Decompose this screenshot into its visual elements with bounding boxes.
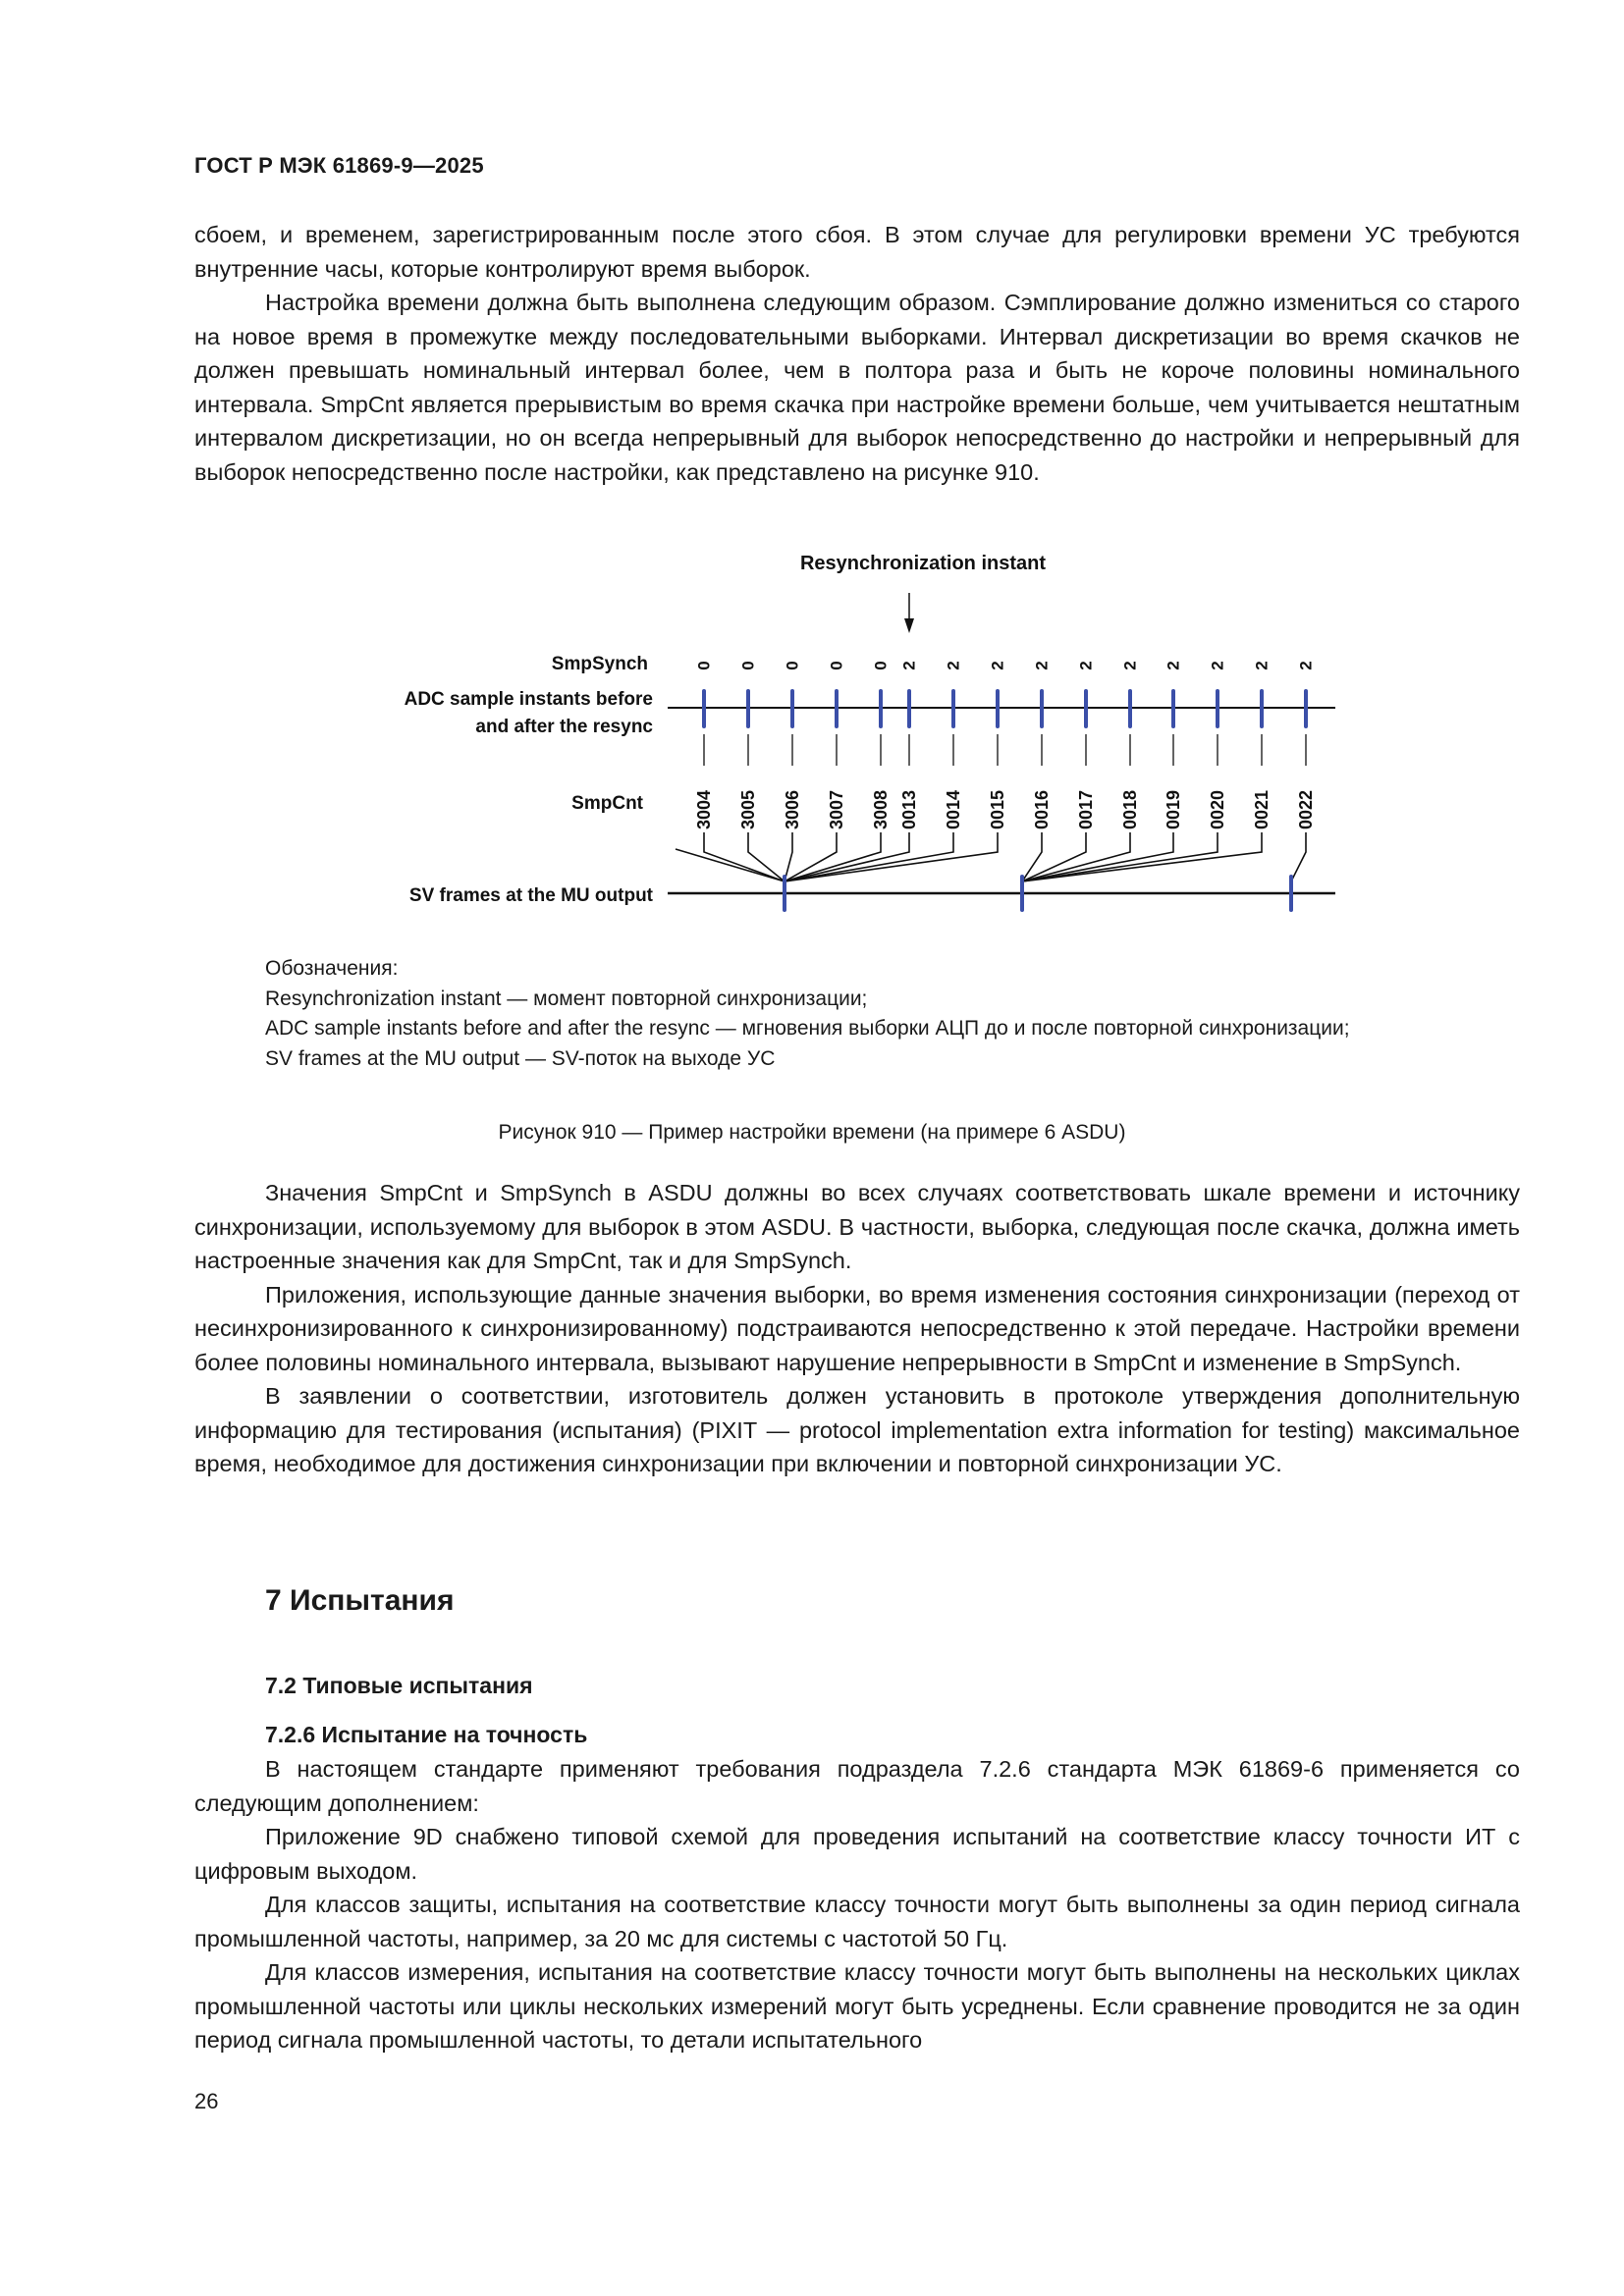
- smpsynch-value: 0: [783, 661, 802, 670]
- adc-label-line2: and after the resync: [475, 717, 653, 737]
- legend-item: SV frames at the MU output — SV-поток на выходе УС: [265, 1046, 776, 1070]
- frame-mapping-line: [1291, 832, 1306, 881]
- paragraph: Для классов измерения, испытания на соответствие классу точности могут быть выполнены на нескольких циклах промышленной частоты или циклы нескольких измерений могут быть усреднены. Если сравнение проводится не за один период сигнала промышленной частоты, то детали испытательного: [194, 1959, 1520, 2053]
- section-text: [194, 1752, 1520, 2057]
- smpcnt-value: 3005: [738, 789, 758, 830]
- intro-text: [194, 218, 1520, 489]
- paragraph: В настоящем стандарте применяют требования подраздела 7.2.6 стандарта МЭК 61869-6 применяется со следующим дополнением:: [194, 1756, 1520, 1816]
- frame-mapping-line: [785, 832, 792, 881]
- figure-caption: Рисунок 910 — Пример настройки времени (на примере 6 ASDU): [498, 1121, 1126, 1144]
- subsection-heading: 7.2 Типовые испытания: [265, 1673, 533, 1698]
- frame-mapping-line: [1022, 832, 1173, 881]
- timing-diagram: [0, 540, 1624, 952]
- sample: [785, 661, 1007, 881]
- sample: [1022, 661, 1227, 881]
- sample: [1022, 661, 1096, 881]
- smpsynch-value: 2: [1208, 661, 1227, 670]
- smpsynch-value: 0: [738, 661, 758, 670]
- page-number: 26: [194, 2089, 219, 2113]
- sample: [1291, 661, 1316, 881]
- smpcnt-value: 0022: [1296, 789, 1316, 830]
- smpcnt-value: 3008: [871, 789, 891, 830]
- figure-legend: [265, 954, 1443, 1074]
- paragraph: Для классов защиты, испытания на соответствие классу точности могут быть выполнены за один период сигнала промышленной частоты, например, за 20 мс для системы с частотой 50 Гц.: [194, 1892, 1520, 1951]
- legend-item: Resynchronization instant — момент повторной синхронизации;: [265, 987, 868, 1010]
- smpcnt-value: 3004: [694, 789, 714, 830]
- sample: [783, 661, 802, 881]
- smpsynch-value: 2: [1296, 661, 1316, 670]
- smpcnt-value: 0015: [988, 789, 1007, 830]
- smpcnt-value: 0020: [1208, 789, 1227, 830]
- figure-910: [0, 540, 1624, 952]
- paragraph: Приложения, использующие данные значения выборки, во время изменения состояния синхронизации (переход от несинхронизированного к синхронизированному) подстраиваются непосредственно к этой передаче. Настройки времени более половины номинального интервала, вызывают нарушение непрерывности в SmpCnt и изменение в SmpSynch.: [194, 1281, 1520, 1375]
- smpsynch-label: SmpSynch: [551, 654, 648, 674]
- smpcnt-value: 3007: [827, 789, 846, 830]
- smpcnt-value: 0018: [1120, 789, 1140, 830]
- legend-title: Обозначения:: [265, 957, 399, 980]
- paragraph: В заявлении о соответствии, изготовитель должен установить в протоколе утверждения дополнительную информацию для тестирования (испытания) (PIXIT — protocol implementation extra information for testing) максимальное время, необходимое для достижения синхронизации при включении и повторной синхронизации УС.: [194, 1383, 1520, 1476]
- smpcnt-value: 0017: [1076, 789, 1096, 830]
- resync-arrow-icon: [904, 593, 914, 633]
- smpsynch-value: 2: [1252, 661, 1272, 670]
- paragraph: сбоем, и временем, зарегистрированным после этого сбоя. В этом случае для регулировки времени УС требуются внутренние часы, которые контролируют время выборок.: [194, 222, 1520, 282]
- body-text: [194, 1176, 1520, 1481]
- resync-label: Resynchronization instant: [799, 553, 1047, 574]
- smpcnt-value: 0013: [899, 789, 919, 830]
- sample: [1022, 661, 1272, 881]
- subsubsection-heading: 7.2.6 Испытание на точность: [265, 1722, 588, 1747]
- legend-item: ADC sample instants before and after the resync — мгновения выборки АЦП до и после повторной синхронизации;: [265, 1017, 1350, 1040]
- sample: [1022, 661, 1183, 881]
- paragraph: Приложение 9D снабжено типовой схемой для проведения испытаний на соответствие классу точности ИТ с цифровым выходом.: [194, 1824, 1520, 1884]
- smpsynch-value: 2: [1120, 661, 1140, 670]
- smpsynch-value: 2: [899, 661, 919, 670]
- sv-label: SV frames at the MU output: [408, 885, 653, 906]
- sample: [694, 661, 785, 881]
- smpsynch-value: 0: [871, 661, 891, 670]
- sample: [785, 661, 963, 881]
- smpsynch-value: 0: [827, 661, 846, 670]
- frame-mapping-line: [785, 832, 909, 881]
- smpsynch-value: 0: [694, 661, 714, 670]
- smpsynch-value: 2: [988, 661, 1007, 670]
- smpcnt-value: 0021: [1252, 789, 1272, 830]
- smpsynch-value: 2: [944, 661, 963, 670]
- document-header: ГОСТ Р МЭК 61869-9—2025: [194, 153, 484, 178]
- smpcnt-value: 0016: [1032, 789, 1052, 830]
- sample: [1022, 661, 1052, 881]
- sample: [785, 661, 919, 881]
- sample: [738, 661, 785, 881]
- smpcnt-value: 3006: [783, 789, 802, 830]
- smpcnt-value: 0019: [1164, 789, 1183, 830]
- sample-ticks: [676, 661, 1316, 881]
- adc-label-line1: ADC sample instants before: [404, 689, 653, 710]
- smpsynch-value: 2: [1032, 661, 1052, 670]
- paragraph: Значения SmpCnt и SmpSynch в ASDU должны во всех случаях соответствовать шкале времени и источнику синхронизации, используемому для выборок в этом ASDU. В частности, выборка, следующая после скачка, должна иметь настроенные значения как для SmpCnt, так и для SmpSynch.: [194, 1180, 1520, 1273]
- smpsynch-value: 2: [1076, 661, 1096, 670]
- smpcnt-value: 0014: [944, 789, 963, 830]
- smpcnt-label: SmpCnt: [571, 793, 643, 814]
- section-heading: 7 Испытания: [265, 1584, 455, 1617]
- paragraph: Настройка времени должна быть выполнена следующим образом. Сэмплирование должно измениться со старого на новое время в промежутке между последовательными выборками. Интервал дискретизации во время скачков не должен превышать номинальный интервал более, чем в полтора раза и быть не короче половины номинального интервала. SmpCnt является прерывистым во время скачка при настройке времени больше, чем учитывается нештатным интервалом дискретизации, но он всегда непрерывный для выборок непосредственно до настройки и непрерывный для выборок непосредственно после настройки, как представлено на рисунке 910.: [194, 290, 1520, 485]
- smpsynch-value: 2: [1164, 661, 1183, 670]
